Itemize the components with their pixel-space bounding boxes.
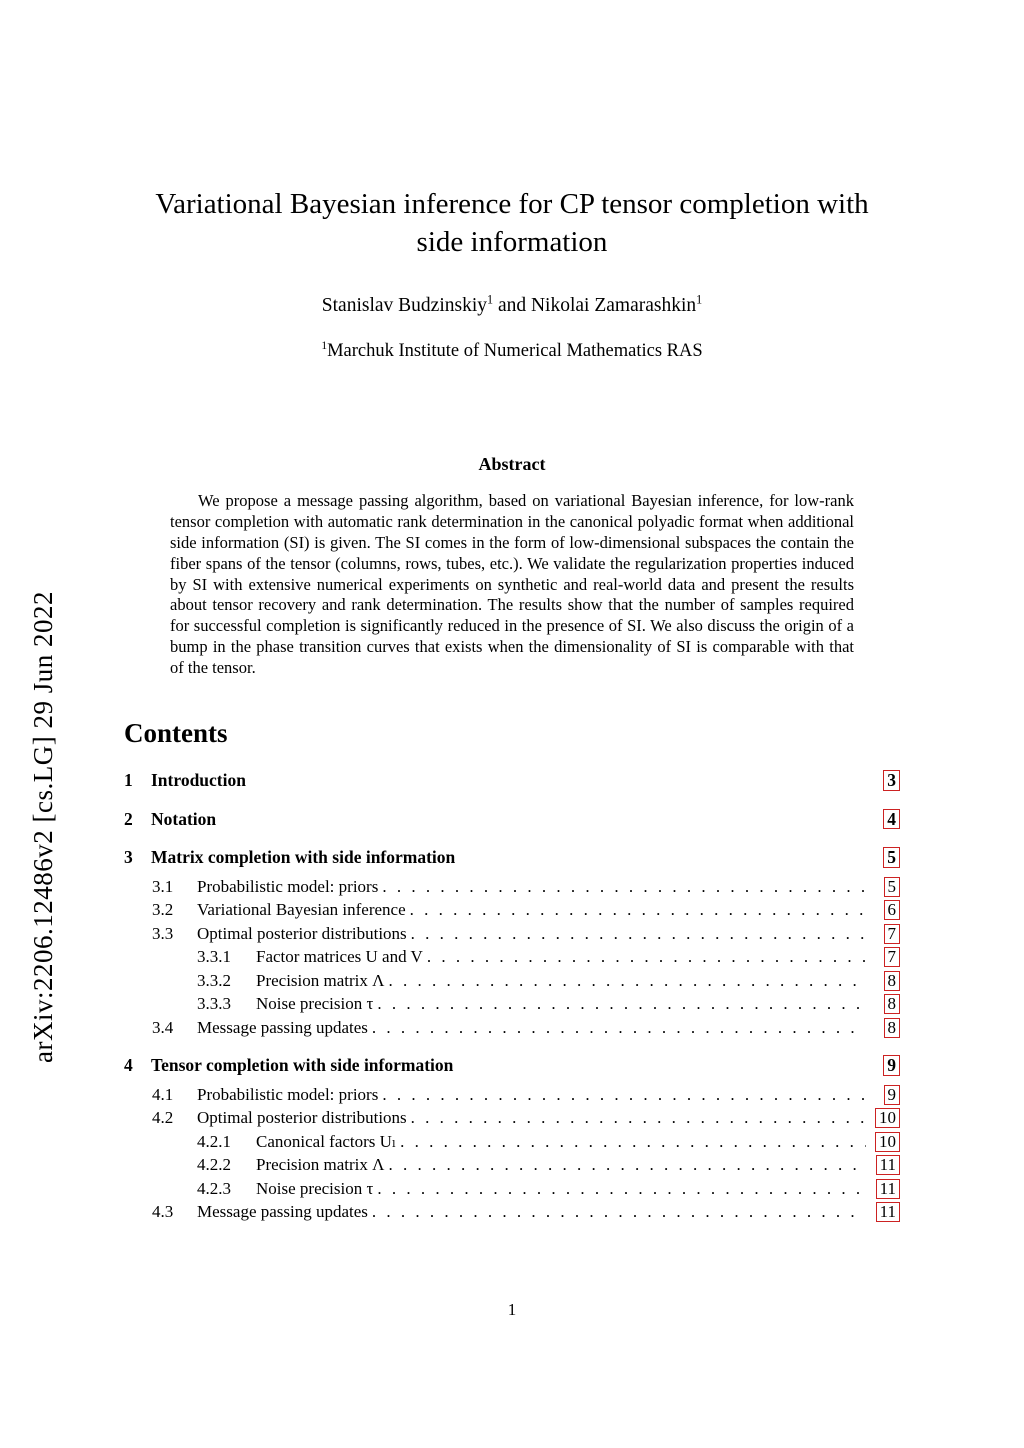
- toc-entry-number: 1: [124, 770, 133, 791]
- toc-entry-page: [874, 1106, 900, 1130]
- toc-entry-page-link[interactable]: 7: [884, 924, 901, 944]
- toc-entry: [124, 875, 900, 899]
- toc-entry-page-link[interactable]: 9: [883, 1055, 900, 1075]
- toc-entry-dot-leader: [382, 875, 866, 895]
- toc-entry-page: [874, 1130, 900, 1154]
- affiliation-text: Marchuk Institute of Numerical Mathematics RAS: [327, 341, 703, 362]
- toc-entry-title[interactable]: Tensor completion with side information: [151, 1055, 454, 1076]
- toc-entry-title[interactable]: Precision matrix Λ: [256, 1155, 385, 1175]
- paper-title-line2: side information: [416, 225, 608, 258]
- toc-entry: [124, 1200, 900, 1224]
- toc-entry-page-link[interactable]: 7: [884, 947, 901, 967]
- toc-entry-page-link[interactable]: 10: [875, 1108, 900, 1128]
- toc-entry: [124, 1130, 900, 1154]
- toc-entry-page-link[interactable]: 6: [884, 900, 901, 920]
- toc-entry-page: [874, 1083, 900, 1107]
- toc-entry-title[interactable]: Notation: [151, 808, 217, 829]
- toc-entry-page: [874, 969, 900, 993]
- toc-entry: [124, 945, 900, 969]
- toc-entry: [124, 898, 900, 922]
- toc-entry-page: [874, 1177, 900, 1201]
- arxiv-watermark: arXiv:2206.12486v2 [cs.LG] 29 Jun 2022: [28, 591, 58, 1063]
- toc-entry-page-link[interactable]: 8: [884, 994, 901, 1014]
- abstract-body: We propose a message passing algorithm, based on variational Bayesian inference, for low-rank tensor completion with automatic rank determination in the canonical polyadic format when additional side information (SI) is given. The SI comes in the form of low-dimensional subspaces the contain the fiber spans of the tensor (columns, rows, tubes, etc.). We validate the regularization properties induced by SI with extensive numerical experiments on synthetic and real-world data and present the results about tensor recovery and rank determination. The results show that the number of samples required for successful completion is significantly reduced in the presence of SI. We also discuss the origin of a bump in the phase transition curves that exists when the dimensionality of SI is comparable with that of the tensor.: [170, 491, 854, 677]
- paper-title: [124, 186, 900, 261]
- toc-entry-title[interactable]: Introduction: [151, 770, 246, 791]
- toc-entry-dot-leader: [427, 945, 866, 965]
- toc-entry-page: [874, 1200, 900, 1224]
- author-1: Stanislav Budzinskiy: [321, 295, 488, 317]
- toc-entry-number: 2: [124, 808, 133, 829]
- toc-entry: [124, 1153, 900, 1177]
- toc-entry-page: [874, 922, 900, 946]
- toc-entry-number: 3.3.3: [197, 994, 231, 1014]
- toc-entry-title[interactable]: Message passing updates: [197, 1017, 368, 1037]
- toc-entry: [124, 1083, 900, 1107]
- toc-entry-dot-leader: [388, 969, 866, 989]
- toc-entry-title[interactable]: Factor matrices U and V: [256, 947, 423, 967]
- toc-entry-title[interactable]: Optimal posterior distributions: [197, 923, 407, 943]
- author-1-affiliation-mark: 1: [487, 292, 494, 307]
- toc-entry-number: 3.2: [152, 900, 174, 920]
- toc-entry-title[interactable]: Variational Bayesian inference: [197, 900, 406, 920]
- toc-entry-title[interactable]: Noise precision τ: [256, 994, 374, 1014]
- toc-entry-title[interactable]: Probabilistic model: priors: [197, 876, 379, 896]
- toc-entry: [124, 992, 900, 1016]
- toc-entry-dot-leader: [372, 1016, 866, 1036]
- toc-entry-title[interactable]: Message passing updates: [197, 1202, 368, 1222]
- abstract-heading: Abstract: [478, 454, 546, 475]
- footer-page-number: 1: [507, 1300, 517, 1319]
- toc-entry-page-link[interactable]: 11: [876, 1202, 900, 1222]
- toc-entry-number: 3.4: [152, 1017, 174, 1037]
- toc-entry-page: [874, 1054, 900, 1078]
- toc-entry-number: 4.2.3: [197, 1178, 231, 1198]
- toc-entry-number: 3.3.1: [197, 947, 231, 967]
- toc-entry-page-link[interactable]: 9: [884, 1085, 901, 1105]
- toc-entry: [124, 922, 900, 946]
- toc-entry: [124, 1177, 900, 1201]
- toc-entry-page: [874, 945, 900, 969]
- affiliation-mark: 1: [321, 340, 328, 353]
- toc-entry-number: 4: [124, 1055, 133, 1076]
- toc-entry-page: [874, 846, 900, 870]
- toc-entry-number: 3: [124, 847, 133, 868]
- toc-entry-page-link[interactable]: 8: [884, 1018, 901, 1038]
- toc-entry-page: [874, 992, 900, 1016]
- toc-entry: [124, 1106, 900, 1130]
- toc-entry-page-link[interactable]: 8: [884, 971, 901, 991]
- toc-entry: [124, 808, 900, 832]
- toc-entry-number: 3.3: [152, 923, 174, 943]
- affiliation-line: [124, 341, 900, 362]
- toc-entry: [124, 1016, 900, 1040]
- toc-entry: [124, 769, 900, 793]
- toc-entry-title[interactable]: Precision matrix Λ: [256, 970, 385, 990]
- paper-title-line1: Variational Bayesian inference for CP tensor completion with: [155, 188, 869, 220]
- contents-heading: Contents: [124, 718, 228, 749]
- toc-entry-number: 3.3.2: [197, 970, 231, 990]
- toc-entry-page-link[interactable]: 5: [883, 847, 900, 867]
- toc-entry-title[interactable]: Noise precision τ: [256, 1178, 374, 1198]
- toc-entry-page: [874, 875, 900, 899]
- toc-entry-page-link[interactable]: 4: [883, 809, 900, 829]
- toc-entry-number: 4.3: [152, 1202, 174, 1222]
- toc-entry-page: [874, 769, 900, 793]
- toc-entry-page-link[interactable]: 10: [875, 1132, 900, 1152]
- toc-entry: [124, 1054, 900, 1078]
- toc-entry-dot-leader: [377, 1177, 866, 1197]
- toc-entry-title[interactable]: Matrix completion with side information: [151, 847, 456, 868]
- toc-entry-title[interactable]: Probabilistic model: priors: [197, 1084, 379, 1104]
- toc-entry-dot-leader: [410, 898, 866, 918]
- toc-entry: [124, 846, 900, 870]
- toc-entry-page: [874, 1153, 900, 1177]
- toc-entry-number: 3.1: [152, 876, 174, 896]
- toc-entry-dot-leader: [388, 1153, 866, 1173]
- toc-entry-number: 4.1: [152, 1084, 174, 1104]
- toc-entry-page-link[interactable]: 11: [876, 1179, 900, 1199]
- authors-connector: and: [493, 295, 531, 317]
- toc-entry-page-link[interactable]: 3: [883, 770, 900, 790]
- author-2-affiliation-mark: 1: [696, 292, 703, 307]
- toc-entry-page: [874, 1016, 900, 1040]
- toc-entry-dot-leader: [377, 992, 866, 1012]
- toc-entry-dot-leader: [382, 1083, 866, 1103]
- toc-entry-dot-leader: [411, 922, 866, 942]
- toc-entry-page-link[interactable]: 11: [876, 1155, 900, 1175]
- authors-line: [124, 292, 900, 317]
- toc-entry-dot-leader: [411, 1106, 866, 1126]
- toc-entry-title[interactable]: Canonical factors Uₗ: [256, 1131, 397, 1151]
- toc-entry-page-link[interactable]: 5: [884, 877, 901, 897]
- toc-entry-number: 4.2.2: [197, 1155, 231, 1175]
- toc-entry-number: 4.2.1: [197, 1131, 231, 1151]
- toc-entry-dot-leader: [400, 1130, 866, 1150]
- toc-entry-page: [874, 898, 900, 922]
- author-2: Nikolai Zamarashkin: [530, 295, 697, 317]
- toc-entry-number: 4.2: [152, 1108, 174, 1128]
- toc-entry-dot-leader: [372, 1200, 866, 1220]
- toc-entry-title[interactable]: Optimal posterior distributions: [197, 1108, 407, 1128]
- toc-list: [124, 769, 900, 1224]
- toc-entry: [124, 969, 900, 993]
- toc-entry-page: [874, 808, 900, 832]
